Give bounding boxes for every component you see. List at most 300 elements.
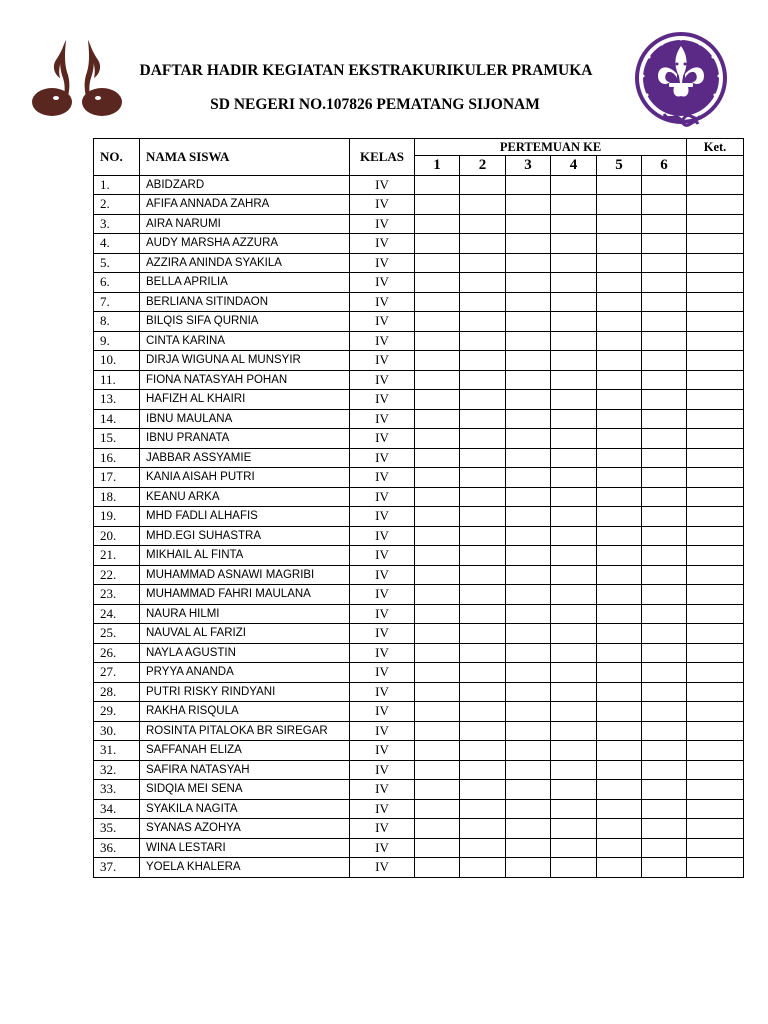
ket-cell[interactable] [687,370,744,390]
attendance-cell[interactable] [551,351,597,371]
attendance-cell[interactable] [506,721,551,741]
attendance-cell[interactable] [506,585,551,605]
attendance-cell[interactable] [506,214,551,234]
attendance-cell[interactable] [415,292,460,312]
attendance-cell[interactable] [597,624,642,644]
attendance-cell[interactable] [415,819,460,839]
student-class: IV [350,760,415,780]
attendance-cell[interactable] [597,429,642,449]
attendance-cell[interactable] [460,292,506,312]
attendance-cell[interactable] [597,273,642,293]
attendance-cell[interactable] [551,214,597,234]
attendance-cell[interactable] [642,838,687,858]
attendance-cell[interactable] [460,331,506,351]
attendance-cell[interactable] [642,546,687,566]
attendance-cell[interactable] [415,409,460,429]
attendance-cell[interactable] [642,507,687,527]
attendance-cell[interactable] [460,351,506,371]
student-class: IV [350,214,415,234]
attendance-cell[interactable] [460,507,506,527]
attendance-cell[interactable] [597,819,642,839]
attendance-cell[interactable] [415,429,460,449]
attendance-cell[interactable] [551,760,597,780]
ket-cell[interactable] [687,643,744,663]
attendance-cell[interactable] [506,702,551,722]
attendance-cell[interactable] [597,195,642,215]
attendance-cell[interactable] [415,760,460,780]
attendance-cell[interactable] [642,390,687,410]
attendance-cell[interactable] [642,487,687,507]
attendance-cell[interactable] [597,351,642,371]
ket-cell[interactable] [687,409,744,429]
attendance-cell[interactable] [642,195,687,215]
attendance-cell[interactable] [460,858,506,878]
attendance-cell[interactable] [551,565,597,585]
attendance-cell[interactable] [506,390,551,410]
ket-cell[interactable] [687,741,744,761]
ket-cell[interactable] [687,721,744,741]
ket-cell[interactable] [687,585,744,605]
attendance-cell[interactable] [460,429,506,449]
attendance-cell[interactable] [597,234,642,254]
ket-cell[interactable] [687,273,744,293]
attendance-cell[interactable] [415,604,460,624]
student-name: MHD.EGI SUHASTRA [140,526,350,546]
attendance-cell[interactable] [415,858,460,878]
attendance-cell[interactable] [642,234,687,254]
attendance-cell[interactable] [415,702,460,722]
attendance-cell[interactable] [642,682,687,702]
attendance-cell[interactable] [460,643,506,663]
attendance-cell[interactable] [597,292,642,312]
attendance-cell[interactable] [415,331,460,351]
attendance-cell[interactable] [551,234,597,254]
ket-cell[interactable] [687,448,744,468]
attendance-cell[interactable] [597,448,642,468]
attendance-cell[interactable] [551,585,597,605]
attendance-cell[interactable] [415,351,460,371]
attendance-cell[interactable] [460,721,506,741]
attendance-cell[interactable] [460,546,506,566]
attendance-cell[interactable] [642,585,687,605]
attendance-cell[interactable] [597,702,642,722]
attendance-cell[interactable] [460,760,506,780]
student-name: KEANU ARKA [140,487,350,507]
attendance-cell[interactable] [642,175,687,195]
student-class: IV [350,819,415,839]
attendance-cell[interactable] [460,214,506,234]
ket-cell[interactable] [687,175,744,195]
attendance-cell[interactable] [597,585,642,605]
attendance-cell[interactable] [551,721,597,741]
attendance-cell[interactable] [551,487,597,507]
attendance-cell[interactable] [597,370,642,390]
attendance-cell[interactable] [415,643,460,663]
ket-cell[interactable] [687,253,744,273]
attendance-cell[interactable] [551,273,597,293]
attendance-cell[interactable] [415,448,460,468]
student-class: IV [350,351,415,371]
attendance-cell[interactable] [597,760,642,780]
school-name: SD NEGERI NO.107826 PEMATANG SIJONAM [210,96,540,113]
student-class: IV [350,604,415,624]
attendance-cell[interactable] [506,370,551,390]
attendance-cell[interactable] [551,253,597,273]
ket-cell[interactable] [687,760,744,780]
attendance-cell[interactable] [415,487,460,507]
attendance-cell[interactable] [551,604,597,624]
attendance-cell[interactable] [460,312,506,332]
attendance-cell[interactable] [460,838,506,858]
attendance-cell[interactable] [642,702,687,722]
ket-cell[interactable] [687,858,744,878]
attendance-cell[interactable] [460,175,506,195]
attendance-cell[interactable] [506,448,551,468]
attendance-cell[interactable] [506,507,551,527]
attendance-cell[interactable] [551,429,597,449]
attendance-cell[interactable] [597,565,642,585]
attendance-cell[interactable] [506,643,551,663]
attendance-cell[interactable] [460,780,506,800]
attendance-cell[interactable] [642,253,687,273]
attendance-cell[interactable] [415,468,460,488]
attendance-cell[interactable] [506,663,551,683]
attendance-cell[interactable] [551,292,597,312]
attendance-cell[interactable] [415,370,460,390]
attendance-cell[interactable] [597,312,642,332]
attendance-cell[interactable] [551,390,597,410]
attendance-cell[interactable] [460,663,506,683]
attendance-cell[interactable] [597,643,642,663]
attendance-cell[interactable] [506,487,551,507]
ket-cell[interactable] [687,780,744,800]
attendance-cell[interactable] [551,312,597,332]
table-row [94,643,744,663]
row-number: 30. [94,721,140,741]
ket-cell[interactable] [687,468,744,488]
attendance-cell[interactable] [597,721,642,741]
student-name: YOELA KHALERA [140,858,350,878]
ket-cell[interactable] [687,838,744,858]
attendance-cell[interactable] [551,195,597,215]
attendance-cell[interactable] [415,663,460,683]
attendance-cell[interactable] [506,741,551,761]
meeting-number-header: 5 [597,156,642,176]
attendance-cell[interactable] [415,390,460,410]
attendance-cell[interactable] [642,624,687,644]
attendance-cell[interactable] [597,214,642,234]
attendance-cell[interactable] [506,565,551,585]
attendance-cell[interactable] [415,214,460,234]
attendance-cell[interactable] [506,760,551,780]
ket-cell[interactable] [687,429,744,449]
attendance-cell[interactable] [597,741,642,761]
attendance-cell[interactable] [460,273,506,293]
attendance-cell[interactable] [597,663,642,683]
attendance-cell[interactable] [460,585,506,605]
attendance-cell[interactable] [597,838,642,858]
student-name: SIDQIA MEI SENA [140,780,350,800]
attendance-cell[interactable] [506,234,551,254]
table-row [94,546,744,566]
ket-cell[interactable] [687,702,744,722]
ket-cell[interactable] [687,624,744,644]
attendance-cell[interactable] [460,819,506,839]
attendance-cell[interactable] [597,507,642,527]
table-row [94,585,744,605]
attendance-cell[interactable] [506,624,551,644]
attendance-cell[interactable] [642,760,687,780]
row-number: 18. [94,487,140,507]
attendance-cell[interactable] [597,253,642,273]
attendance-cell[interactable] [551,663,597,683]
table-row [94,312,744,332]
attendance-cell[interactable] [642,780,687,800]
column-header-no: NO. [94,139,140,176]
attendance-cell[interactable] [642,273,687,293]
attendance-cell[interactable] [506,175,551,195]
attendance-cell[interactable] [642,448,687,468]
row-number: 10. [94,351,140,371]
attendance-cell[interactable] [460,448,506,468]
student-name: ROSINTA PITALOKA BR SIREGAR [140,721,350,741]
attendance-cell[interactable] [460,526,506,546]
student-name: DIRJA WIGUNA AL MUNSYIR [140,351,350,371]
attendance-cell[interactable] [506,409,551,429]
attendance-cell[interactable] [642,331,687,351]
attendance-cell[interactable] [551,780,597,800]
student-name: PUTRI RISKY RINDYANI [140,682,350,702]
attendance-cell[interactable] [506,292,551,312]
attendance-cell[interactable] [506,858,551,878]
attendance-cell[interactable] [415,585,460,605]
ket-cell[interactable] [687,214,744,234]
attendance-cell[interactable] [551,370,597,390]
ket-cell[interactable] [687,604,744,624]
row-number: 31. [94,741,140,761]
attendance-cell[interactable] [415,546,460,566]
attendance-cell[interactable] [551,331,597,351]
attendance-cell[interactable] [597,390,642,410]
ket-cell[interactable] [687,526,744,546]
attendance-cell[interactable] [597,858,642,878]
ket-cell[interactable] [687,390,744,410]
attendance-cell[interactable] [642,565,687,585]
attendance-cell[interactable] [506,331,551,351]
attendance-cell[interactable] [642,858,687,878]
attendance-cell[interactable] [642,214,687,234]
attendance-cell[interactable] [460,741,506,761]
attendance-cell[interactable] [460,624,506,644]
attendance-cell[interactable] [415,780,460,800]
attendance-cell[interactable] [551,409,597,429]
attendance-cell[interactable] [460,370,506,390]
attendance-cell[interactable] [597,682,642,702]
attendance-cell[interactable] [415,721,460,741]
ket-cell[interactable] [687,312,744,332]
attendance-cell[interactable] [415,234,460,254]
attendance-cell[interactable] [642,663,687,683]
attendance-cell[interactable] [551,799,597,819]
attendance-cell[interactable] [642,721,687,741]
attendance-cell[interactable] [642,643,687,663]
attendance-cell[interactable] [597,175,642,195]
attendance-cell[interactable] [551,507,597,527]
attendance-cell[interactable] [551,643,597,663]
attendance-cell[interactable] [415,682,460,702]
table-row [94,682,744,702]
attendance-cell[interactable] [551,448,597,468]
ket-cell[interactable] [687,663,744,683]
table-row [94,799,744,819]
ket-cell[interactable] [687,546,744,566]
table-row [94,721,744,741]
row-number: 2. [94,195,140,215]
table-row [94,760,744,780]
attendance-cell[interactable] [506,253,551,273]
ket-cell[interactable] [687,351,744,371]
meeting-number-header: 4 [551,156,597,176]
ket-cell[interactable] [687,487,744,507]
ket-cell[interactable] [687,292,744,312]
attendance-cell[interactable] [506,780,551,800]
attendance-cell[interactable] [506,351,551,371]
student-name: NAUVAL AL FARIZI [140,624,350,644]
attendance-cell[interactable] [460,468,506,488]
attendance-cell[interactable] [551,526,597,546]
attendance-cell[interactable] [551,546,597,566]
attendance-cell[interactable] [506,682,551,702]
attendance-cell[interactable] [460,604,506,624]
attendance-cell[interactable] [506,273,551,293]
ket-cell[interactable] [687,682,744,702]
attendance-cell[interactable] [597,526,642,546]
attendance-cell[interactable] [642,741,687,761]
attendance-cell[interactable] [642,429,687,449]
attendance-cell[interactable] [415,838,460,858]
attendance-cell[interactable] [642,312,687,332]
attendance-cell[interactable] [415,565,460,585]
student-name: SYAKILA NAGITA [140,799,350,819]
attendance-cell[interactable] [551,624,597,644]
attendance-cell[interactable] [642,526,687,546]
attendance-cell[interactable] [415,195,460,215]
attendance-cell[interactable] [506,429,551,449]
attendance-cell[interactable] [642,604,687,624]
attendance-cell[interactable] [506,604,551,624]
meeting-number-header: 2 [460,156,506,176]
student-class: IV [350,741,415,761]
attendance-cell[interactable] [415,253,460,273]
table-row [94,292,744,312]
meeting-number-header: 1 [415,156,460,176]
attendance-cell[interactable] [415,273,460,293]
ket-cell[interactable] [687,331,744,351]
attendance-cell[interactable] [415,799,460,819]
attendance-cell[interactable] [460,565,506,585]
row-number: 14. [94,409,140,429]
attendance-cell[interactable] [506,838,551,858]
attendance-cell[interactable] [415,741,460,761]
row-number: 22. [94,565,140,585]
attendance-cell[interactable] [551,468,597,488]
attendance-cell[interactable] [506,546,551,566]
ket-cell[interactable] [687,799,744,819]
row-number: 20. [94,526,140,546]
attendance-cell[interactable] [597,604,642,624]
attendance-cell[interactable] [597,409,642,429]
attendance-cell[interactable] [460,390,506,410]
attendance-cell[interactable] [506,526,551,546]
attendance-cell[interactable] [597,546,642,566]
attendance-cell[interactable] [415,624,460,644]
table-row [94,351,744,371]
attendance-cell[interactable] [551,702,597,722]
ket-cell[interactable] [687,234,744,254]
attendance-cell[interactable] [597,468,642,488]
attendance-cell[interactable] [642,370,687,390]
student-name: SAFIRA NATASYAH [140,760,350,780]
attendance-cell[interactable] [597,780,642,800]
attendance-cell[interactable] [597,331,642,351]
attendance-cell[interactable] [415,175,460,195]
attendance-cell[interactable] [460,234,506,254]
attendance-cell[interactable] [551,175,597,195]
attendance-cell[interactable] [551,741,597,761]
attendance-cell[interactable] [642,799,687,819]
column-header-pertemuan: PERTEMUAN KE [415,139,687,156]
attendance-cell[interactable] [597,799,642,819]
attendance-cell[interactable] [642,351,687,371]
attendance-cell[interactable] [597,487,642,507]
row-number: 4. [94,234,140,254]
attendance-cell[interactable] [506,799,551,819]
attendance-cell[interactable] [551,819,597,839]
attendance-cell[interactable] [460,702,506,722]
attendance-cell[interactable] [642,468,687,488]
row-number: 35. [94,819,140,839]
attendance-cell[interactable] [460,409,506,429]
ket-cell[interactable] [687,565,744,585]
attendance-cell[interactable] [506,195,551,215]
student-class: IV [350,526,415,546]
attendance-cell[interactable] [460,799,506,819]
attendance-cell[interactable] [460,487,506,507]
attendance-cell[interactable] [415,312,460,332]
ket-cell[interactable] [687,819,744,839]
attendance-cell[interactable] [460,253,506,273]
attendance-cell[interactable] [460,195,506,215]
student-class: IV [350,799,415,819]
attendance-cell[interactable] [551,682,597,702]
table-row [94,331,744,351]
ket-cell[interactable] [687,195,744,215]
attendance-cell[interactable] [551,838,597,858]
row-number: 13. [94,390,140,410]
attendance-cell[interactable] [506,312,551,332]
attendance-cell[interactable] [642,409,687,429]
attendance-cell[interactable] [551,858,597,878]
attendance-cell[interactable] [642,292,687,312]
student-name: NAYLA AGUSTIN [140,643,350,663]
attendance-cell[interactable] [415,507,460,527]
attendance-cell[interactable] [415,526,460,546]
attendance-cell[interactable] [506,819,551,839]
attendance-cell[interactable] [506,468,551,488]
attendance-cell[interactable] [642,819,687,839]
ket-cell[interactable] [687,507,744,527]
attendance-cell[interactable] [460,682,506,702]
